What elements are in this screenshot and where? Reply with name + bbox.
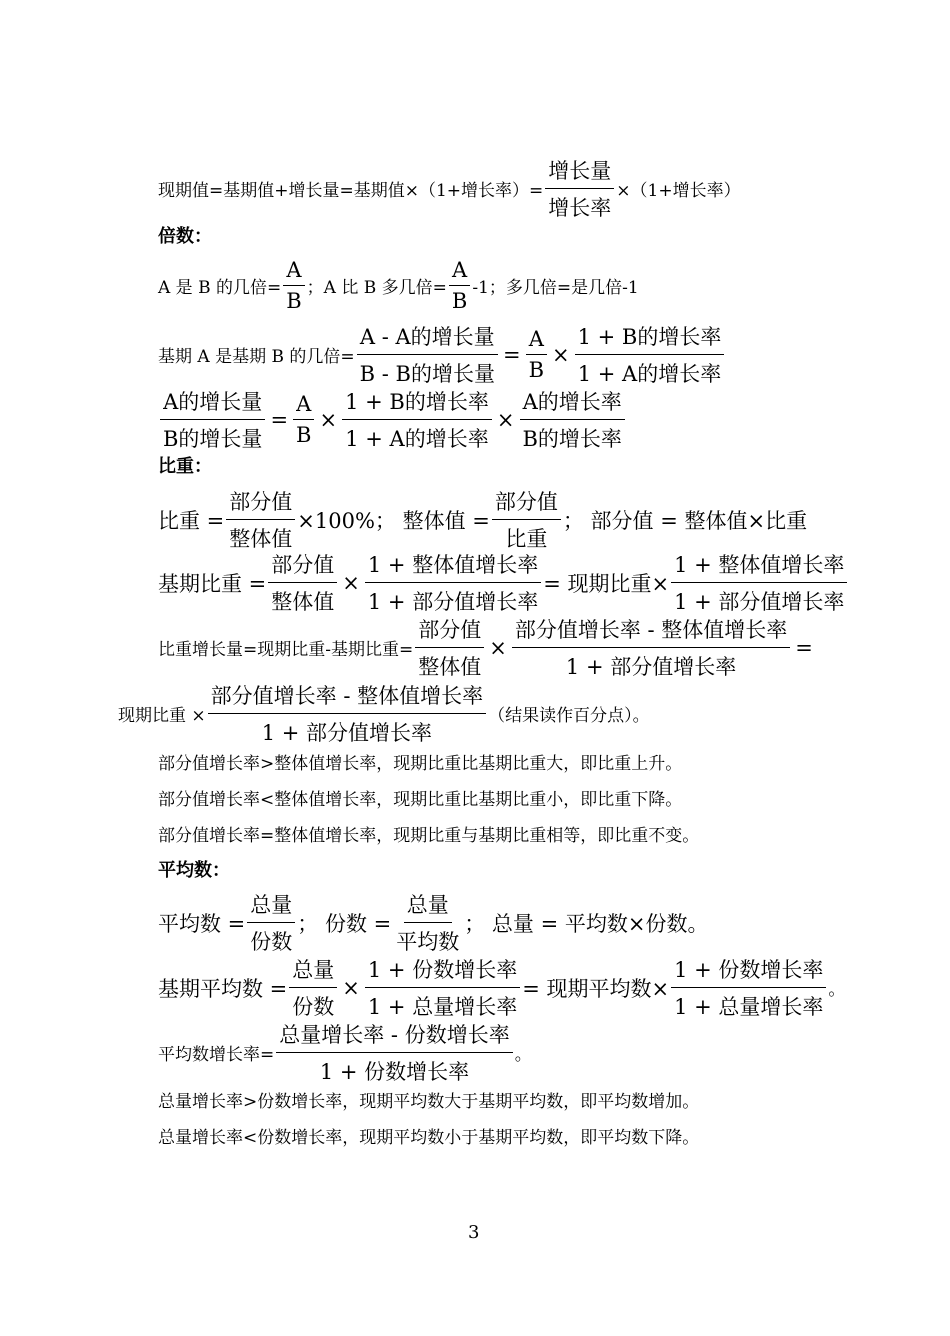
formula-average xyxy=(158,889,708,956)
fraction-denominator: 份数 xyxy=(292,995,335,1019)
fraction xyxy=(526,327,547,382)
formula-base-average xyxy=(158,954,845,1021)
fraction-numerator: 1 + 整体值增长率 xyxy=(671,549,847,583)
fraction-numerator: 1 + B的增长率 xyxy=(575,321,725,355)
fraction xyxy=(365,954,520,1021)
fraction xyxy=(671,549,847,616)
times-sign: × xyxy=(489,635,507,660)
formula-text: （结果读作百分点）。 xyxy=(488,706,650,726)
formula-text: = 现期平均数× xyxy=(522,976,670,1001)
formula-base-multiple xyxy=(158,321,726,388)
formula-text: 基期 A 是基期 B 的几倍= xyxy=(158,347,355,367)
fraction-numerator: 总量增长率 - 份数增长率 xyxy=(276,1019,512,1053)
fraction-numerator: A xyxy=(449,258,470,286)
fraction xyxy=(671,954,826,1021)
fraction-denominator: B xyxy=(528,358,544,382)
fraction-numerator: 部分值 xyxy=(226,486,295,520)
formula-increment-ratio xyxy=(158,386,627,453)
fraction-denominator: B的增长量 xyxy=(163,427,263,451)
fraction xyxy=(247,889,295,956)
formula-text: ； 部分值 = 整体值×比重 xyxy=(562,508,808,533)
formula-text: 基期平均数 = xyxy=(158,976,288,1001)
fraction-numerator: 1 + 整体值增长率 xyxy=(365,549,541,583)
formula-text: -1；多几倍=是几倍-1 xyxy=(472,278,639,298)
times-sign: × xyxy=(342,975,360,1000)
fraction-numerator: 增长量 xyxy=(545,155,614,189)
formula-text: 基期比重 = xyxy=(158,571,267,596)
fraction xyxy=(289,954,337,1021)
fraction-denominator: B xyxy=(451,289,468,313)
formula-text: 平均数增长率= xyxy=(158,1045,275,1065)
fraction-numerator: A - A的增长量 xyxy=(357,321,498,355)
fraction xyxy=(160,386,265,453)
formula-text: 。 xyxy=(514,1045,532,1065)
formula-text: 比重 = xyxy=(158,508,225,533)
fraction-denominator: 1 + 总量增长率 xyxy=(367,995,518,1019)
fraction-denominator: B xyxy=(296,423,312,447)
formula-multiple xyxy=(158,258,639,313)
fraction-denominator: 整体值 xyxy=(418,655,482,679)
fraction-denominator: 1 + A的增长率 xyxy=(577,362,722,386)
section-heading-average: 平均数： xyxy=(158,860,230,881)
fraction-numerator: 部分值 xyxy=(415,614,484,648)
formula-proportion-increment-cont xyxy=(118,680,650,747)
formula-text: ； 总量 = 平均数×份数。 xyxy=(464,911,709,936)
fraction-numerator: 1 + 份数增长率 xyxy=(671,954,826,988)
fraction-denominator: 比重 xyxy=(505,527,548,551)
section-heading-multiple: 倍数： xyxy=(158,226,212,247)
formula-text: = 现期比重× xyxy=(543,571,670,596)
fraction xyxy=(276,1019,512,1086)
fraction-denominator: 平均数 xyxy=(396,930,460,954)
fraction-denominator: 1 + 部分值增长率 xyxy=(261,721,433,745)
fraction xyxy=(226,486,295,553)
fraction-numerator: A xyxy=(293,392,314,420)
page-number: 3 xyxy=(468,1222,480,1243)
times-sign: × xyxy=(552,342,570,367)
fraction-denominator: 1 + 总量增长率 xyxy=(674,995,824,1019)
fraction-denominator: 整体值 xyxy=(271,590,335,614)
fraction-numerator: A的增长量 xyxy=(160,386,265,420)
formula-text: ×（1+增长率） xyxy=(616,181,741,201)
fraction-numerator: 总量 xyxy=(404,889,452,923)
formula-text: ；A 比 B 多几倍= xyxy=(306,278,447,298)
text-line: 部分值增长率=整体值增长率，现期比重与基期比重相等，即比重不变。 xyxy=(158,826,700,846)
fraction-numerator: 部分值增长率 - 整体值增长率 xyxy=(512,614,790,648)
equals-sign: = xyxy=(795,635,813,660)
formula-proportion xyxy=(158,486,807,553)
formula-text: A 是 B 的几倍= xyxy=(158,278,282,298)
equals-sign: = xyxy=(270,407,289,432)
fraction xyxy=(365,549,541,616)
formula-base-proportion xyxy=(158,549,849,616)
formula-current-value xyxy=(158,155,741,222)
text-line: 部分值增长率<整体值增长率，现期比重比基期比重小，即比重下降。 xyxy=(158,790,683,810)
fraction-numerator: A的增长率 xyxy=(520,386,625,420)
text-line: 总量增长率>份数增长率，现期平均数大于基期平均数，即平均数增加。 xyxy=(158,1092,700,1112)
times-sign: × xyxy=(496,407,515,432)
formula-average-growth xyxy=(158,1019,532,1086)
fraction-denominator: 1 + 份数增长率 xyxy=(319,1060,470,1084)
fraction-numerator: 部分值 xyxy=(268,549,337,583)
formula-text: ×100%； 整体值 = xyxy=(297,508,490,533)
fraction-numerator: 1 + 份数增长率 xyxy=(365,954,520,988)
fraction xyxy=(415,614,484,681)
fraction-denominator: 1 + A的增长率 xyxy=(345,427,489,451)
fraction xyxy=(208,680,486,747)
fraction-numerator: 部分值 xyxy=(492,486,561,520)
fraction-denominator: 1 + 部分值增长率 xyxy=(367,590,539,614)
fraction xyxy=(393,889,462,956)
section-heading-proportion: 比重： xyxy=(158,456,212,477)
formula-text: 比重增长量=现期比重-基期比重= xyxy=(158,640,414,660)
fraction xyxy=(293,392,314,447)
times-sign: × xyxy=(319,407,338,432)
formula-text: 。 xyxy=(828,980,846,1000)
fraction-denominator: 1 + 部分值增长率 xyxy=(674,590,845,614)
fraction-denominator: 1 + 部分值增长率 xyxy=(565,655,737,679)
formula-text: ； 份数 = xyxy=(297,911,392,936)
fraction-numerator: A xyxy=(526,327,547,355)
fraction-numerator: 总量 xyxy=(289,954,337,988)
fraction xyxy=(268,549,337,616)
fraction-denominator: B - B的增长量 xyxy=(359,362,495,386)
fraction-numerator: 总量 xyxy=(247,889,295,923)
text-line: 总量增长率<份数增长率，现期平均数小于基期平均数，即平均数下降。 xyxy=(158,1128,700,1148)
fraction-numerator: 1 + B的增长率 xyxy=(342,386,492,420)
formula-text: 现期值=基期值+增长量=基期值×（1+增长率）= xyxy=(158,181,544,201)
fraction-denominator: B xyxy=(286,289,302,313)
fraction xyxy=(575,321,725,388)
formula-proportion-increment xyxy=(158,614,816,681)
formula-text: 平均数 = xyxy=(158,911,246,936)
fraction-numerator: A xyxy=(283,258,304,286)
equals-sign: = xyxy=(502,342,521,367)
fraction-denominator: 份数 xyxy=(250,930,293,954)
fraction xyxy=(512,614,790,681)
formula-text: 现期比重 × xyxy=(118,706,206,726)
times-sign: × xyxy=(342,570,360,595)
fraction xyxy=(449,258,470,313)
fraction xyxy=(519,386,624,453)
fraction-denominator: 整体值 xyxy=(229,527,293,551)
fraction xyxy=(545,155,614,222)
fraction xyxy=(357,321,498,388)
fraction-denominator: 增长率 xyxy=(548,196,612,220)
fraction xyxy=(283,258,304,313)
fraction xyxy=(492,486,561,553)
fraction xyxy=(342,386,492,453)
fraction-numerator: 部分值增长率 - 整体值增长率 xyxy=(208,680,486,714)
fraction-denominator: B的增长率 xyxy=(522,427,622,451)
text-line: 部分值增长率>整体值增长率，现期比重比基期比重大，即比重上升。 xyxy=(158,754,683,774)
